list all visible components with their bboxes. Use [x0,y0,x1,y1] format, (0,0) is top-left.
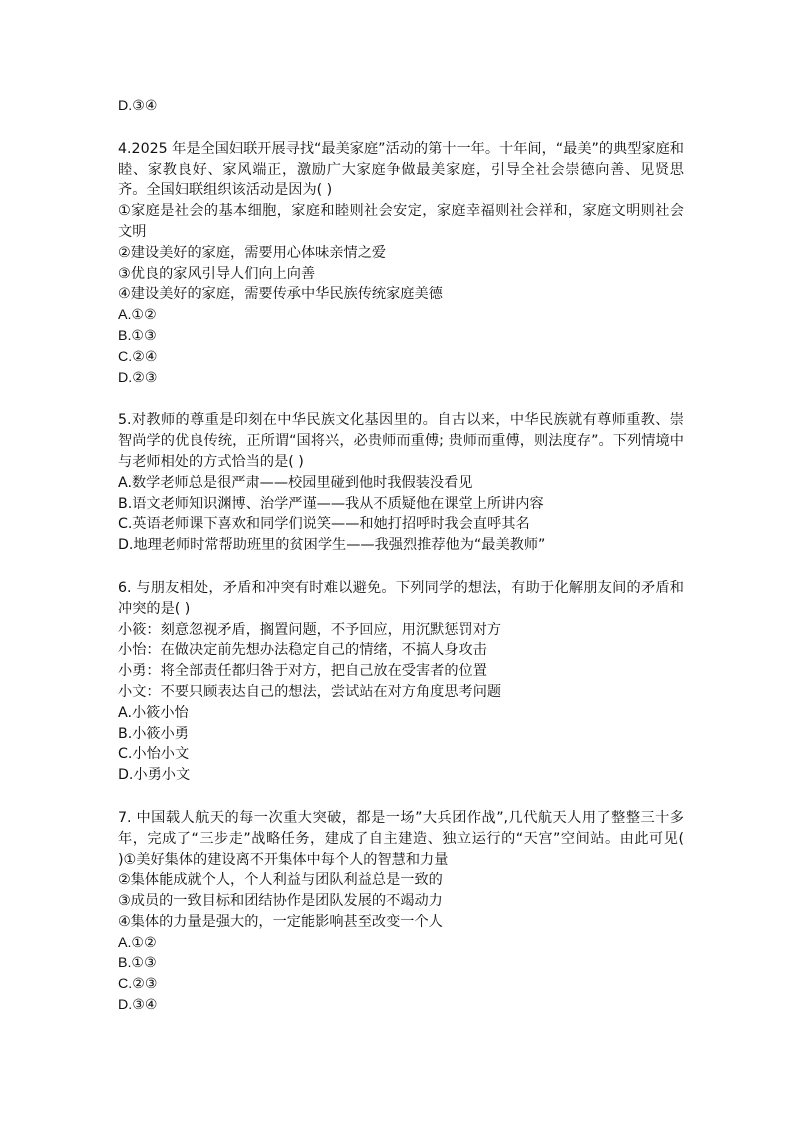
question-4-stem: 4.2025 年是全国妇联开展寻找“最美家庭”活动的第十一年。十年间，“最美”的典型家庭和睦、家教良好、家风端正，激励广大家庭争做最美家庭，引导全社会崇德向善、见贤思齐。全国妇联组织该活动是因为( ) [118,140,684,199]
question-4 [118,139,684,389]
question-7 [118,808,684,1016]
question-7-statement-4: ④集体的力量是强大的，一定能影响甚至改变一个人 [118,913,443,930]
question-5 [118,410,684,556]
question-6-statement-4: 小文：不要只顾表达自己的想法，尝试站在对方角度思考问题 [118,683,502,700]
question-7-option-a: A.①② [118,934,157,951]
question-5-option-a: A.数学老师总是很严肃——校园里碰到他时我假装没看见 [118,474,473,491]
question-6-statement-1: 小筱：刻意忽视矛盾，搁置问题，不予回应，用沉默惩罚对方 [118,621,502,638]
question-5-option-c: C.英语老师课下喜欢和同学们说笑——和她打招呼时我会直呼其名 [118,516,530,533]
question-5-option-d: D.地理老师时常帮助班里的贫困学生——我强烈推荐他为“最美教师” [118,537,546,554]
question-7-option-d: D.③④ [118,997,158,1014]
question-4-option-b: B.①③ [118,327,157,344]
question-6-statement-2: 小怡：在做决定前先想办法稳定自己的情绪，不搞人身攻击 [118,642,487,659]
exam-page [118,96,684,1016]
question-7-option-b: B.①③ [118,955,157,972]
question-7-option-c: C.②③ [118,976,158,993]
question-6-stem: 6. 与朋友相处，矛盾和冲突有时难以避免。下列同学的想法，有助于化解朋友间的矛盾和冲突的是( ) [118,579,684,617]
question-4-option-d: D.②③ [118,369,158,386]
question-4-statement-1: ①家庭是社会的基本细胞，家庭和睦则社会安定，家庭幸福则社会祥和，家庭文明则社会文明 [118,203,684,240]
question-6-option-b: B.小筱小勇 [118,725,189,742]
question-4-option-c: C.②④ [118,348,158,365]
question-5-stem: 5.对教师的尊重是印刻在中华民族文化基因里的。自古以来，中华民族就有尊师重教、崇智尚学的优良传统，正所谓“国将兴，必贵师而重傅; 贵师而重傅，则法度存”。下列情境中与老师相处的方式恰当的是( ) [118,412,684,470]
question-4-statement-3: ③优良的家风引导人们向上向善 [118,265,316,282]
question-4-statement-2: ②建设美好的家庭，需要用心体味亲情之爱 [118,244,387,261]
question-5-option-b: B.语文老师知识渊博、治学严谨——我从不质疑他在课堂上所讲内容 [118,495,544,512]
question-7-stem: 7. 中国载人航天的每一次重大突破，都是一场”大兵团作战”,几代航天人用了整整三十多年，完成了“三步走”战略任务，建成了自主建造、独立运行的“天宫”空间站。由此可见( )①美好集体的建设离不开集体中每个人的智慧和力量 [118,809,684,868]
option-d-previous-question: D.③④ [118,98,158,114]
question-6-option-a: A.小筱小怡 [118,704,189,721]
question-4-statement-4: ④建设美好的家庭，需要传承中华民族传统家庭美德 [118,286,443,303]
question-6-option-d: D.小勇小文 [118,767,191,784]
question-6-statement-3: 小勇：将全部责任都归咎于对方，把自己放在受害者的位置 [118,663,487,680]
question-4-option-a: A.①② [118,307,157,324]
question-7-statement-3: ③成员的一致目标和团结协作是团队发展的不竭动力 [118,893,443,910]
question-6 [118,578,684,786]
question-7-statement-2: ②集体能成就个人，个人利益与团队利益总是一致的 [118,872,443,889]
question-6-option-c: C.小怡小文 [118,746,190,763]
